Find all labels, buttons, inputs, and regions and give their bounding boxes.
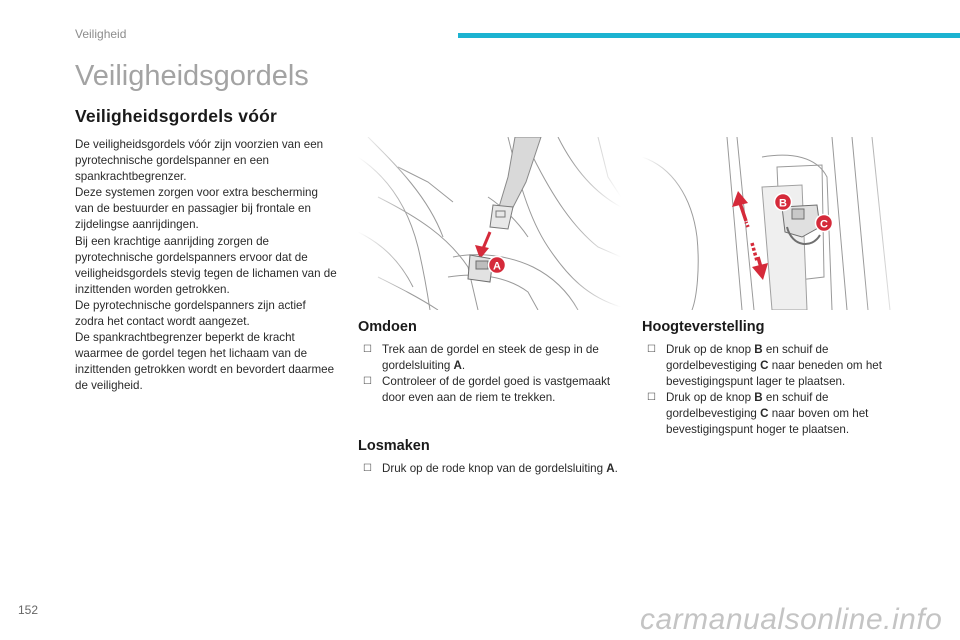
losmaken-heading: Losmaken <box>358 438 430 454</box>
omdoen-list <box>358 342 620 406</box>
checkbox-bullet-icon: ☐ <box>363 376 372 387</box>
losmaken-list <box>358 461 620 477</box>
intro-paragraph: De veiligheidsgordels vóór zijn voorzien van een pyrotechnische gordelspanner en een spankrachtbegrenzer. <box>75 138 324 184</box>
omdoen-heading: Omdoen <box>358 319 417 335</box>
intro-paragraph: Bij een krachtige aanrijding zorgen de pyrotechnische gordelspanners ervoor dat de veiligheidsgordels stevig tegen de lichamen van de inzittenden worden getrokken. <box>75 234 337 296</box>
list-item: ☐ Trek aan de gordel en steek de gesp in de gordelsluiting A. <box>363 343 599 372</box>
label-c: C <box>820 218 828 231</box>
list-item: ☐ Druk op de knop B en schuif de gordelbevestiging C naar boven om het bevestigingspunt hoger te plaatsen. <box>647 391 869 436</box>
intro-paragraph: Deze systemen zorgen voor extra bescherming van de bestuurder en passagier bij frontale en zijdelingse aanrijdingen. <box>75 186 318 232</box>
intro-paragraph: De spankrachtbegrenzer beperkt de kracht waarmee de gordel tegen het lichaam van de inzittenden getrokken wordt en bevordert daarmee de veiligheid. <box>75 331 335 393</box>
header-accent-bar <box>458 33 960 38</box>
intro-text <box>75 137 337 395</box>
hoogteverstelling-list <box>642 342 904 438</box>
section-label: Veiligheid <box>75 27 127 41</box>
list-item: ☐ Controleer of de gordel goed is vastgemaakt door even aan de riem te trekken. <box>363 375 611 404</box>
page-number: 152 <box>18 603 39 617</box>
checkbox-bullet-icon: ☐ <box>363 344 372 355</box>
checkbox-bullet-icon: ☐ <box>647 392 656 403</box>
list-item: ☐ Druk op de knop B en schuif de gordelbevestiging C naar beneden om het bevestigingspunt lager te plaatsen. <box>647 343 882 388</box>
section-subtitle: Veiligheidsgordels vóór <box>75 106 278 126</box>
checkbox-bullet-icon: ☐ <box>363 463 372 474</box>
watermark: carmanualsonline.info <box>640 603 943 636</box>
list-item: ☐ Druk op de rode knop van de gordelsluiting A. <box>363 462 618 475</box>
buckle-drawing <box>358 137 621 310</box>
seatbelt-buckle-illustration <box>358 137 621 310</box>
intro-paragraph: De pyrotechnische gordelspanners zijn actief zodra het contact wordt aangezet. <box>75 298 306 329</box>
label-a: A <box>493 260 501 273</box>
height-adjuster-illustration <box>642 137 902 310</box>
page-title: Veiligheidsgordels <box>75 60 309 92</box>
checkbox-bullet-icon: ☐ <box>647 344 656 355</box>
label-b: B <box>779 197 787 210</box>
hoogteverstelling-heading: Hoogteverstelling <box>642 319 765 335</box>
adjuster-drawing <box>642 137 902 310</box>
